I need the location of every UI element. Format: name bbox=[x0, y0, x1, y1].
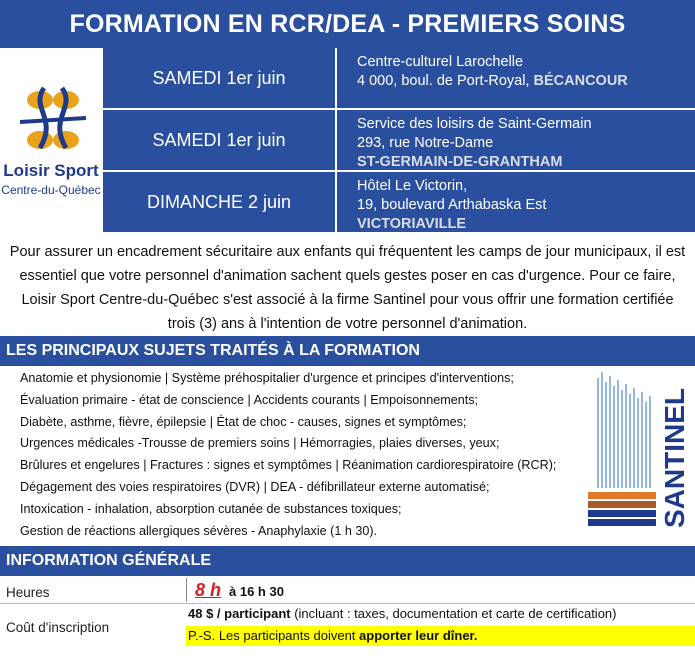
page-title: FORMATION EN RCR/DEA - PREMIERS SOINS bbox=[0, 0, 695, 48]
logo-name: Loisir Sport bbox=[3, 161, 99, 180]
session-day: SAMEDI 1er juin bbox=[103, 48, 335, 108]
session-item bbox=[103, 172, 695, 234]
session-place: Hôtel Le Victorin, bbox=[357, 178, 468, 194]
session-city: BÉCANCOUR bbox=[533, 73, 628, 89]
loisir-sport-logo-icon bbox=[0, 78, 103, 218]
session-address: 19, boulevard Arthabaska Est bbox=[357, 197, 547, 213]
hours-label: Heures bbox=[6, 585, 50, 600]
cost-label: Coût d'inscription bbox=[6, 620, 110, 635]
topics-list bbox=[20, 368, 580, 542]
topic-item: Dégagement des voies respiratoires (DVR) | DEA - défibrillateur externe automatisé; bbox=[20, 479, 490, 494]
loisir-sport-logo bbox=[0, 48, 103, 234]
session-address: 293, rue Notre-Dame bbox=[357, 135, 494, 151]
note-emphasis: apporter leur dîner. bbox=[359, 628, 478, 643]
session-location bbox=[337, 172, 695, 232]
topic-item: Intoxication - inhalation, absorption cutanée de substances toxiques; bbox=[20, 501, 402, 516]
hours-end: à 16 h 30 bbox=[229, 584, 284, 599]
cost-value bbox=[186, 604, 695, 624]
session-item bbox=[103, 48, 695, 110]
hours-value bbox=[186, 578, 695, 602]
santinel-logo bbox=[584, 368, 692, 538]
session-place: Service des loisirs de Saint-Germain bbox=[357, 116, 592, 132]
topic-item: Urgences médicales -Trousse de premiers soins | Hémorragies, plaies diverses, yeux; bbox=[20, 436, 500, 451]
hours-start: 8 h bbox=[195, 580, 222, 600]
session-city: VICTORIAVILLE bbox=[357, 216, 467, 232]
note-prefix: P.-S. Les participants doivent bbox=[188, 628, 360, 643]
session-address-line bbox=[357, 72, 695, 91]
intro-paragraph: Pour assurer un encadrement sécuritaire aux enfants qui fréquentent les camps de jour municipaux, il est essentiel que votre personnel d'animation sachent quels gestes poser en cas d'urgence. Pour ce faire, Loisir Sport Centre-du-Québec s'est associé à la firme Santinel pour vous offrir une formation certifiée trois (3) ans à l'intention de votre personnel d'animation. bbox=[9, 244, 686, 332]
cost-row bbox=[0, 604, 695, 664]
session-day: SAMEDI 1er juin bbox=[103, 110, 335, 170]
hours-row bbox=[0, 578, 695, 604]
santinel-name: SANTINEL bbox=[659, 388, 690, 528]
logo-region: Centre-du-Québec bbox=[1, 183, 101, 197]
topic-item: Évaluation primaire - état de conscience | Accidents courants | Empoisonnements; bbox=[20, 392, 479, 407]
session-location bbox=[337, 48, 695, 108]
topic-item: Anatomie et physionomie | Système préhospitalier d'urgence et principes d'interventions; bbox=[20, 371, 514, 385]
cost-amount: 48 $ / participant bbox=[188, 606, 291, 621]
session-location bbox=[337, 110, 695, 170]
topics-heading: LES PRINCIPAUX SUJETS TRAITÉS À LA FORMATION bbox=[0, 336, 695, 366]
topic-item: Gestion de réactions allergiques sévères - Anaphylaxie (1 h 30). bbox=[20, 523, 378, 538]
session-place: Centre-culturel Larochelle bbox=[357, 54, 524, 70]
session-list bbox=[103, 48, 695, 234]
session-city: ST-GERMAIN-DE-GRANTHAM bbox=[357, 154, 563, 170]
topic-item: Diabète, asthme, fièvre, épilepsie | État de choc - causes, signes et symptômes; bbox=[20, 414, 467, 429]
topic-item: Brûlures et engelures | Fractures : signes et symptômes | Réanimation cardiorespiratoire (RCR); bbox=[20, 458, 557, 473]
session-item bbox=[103, 110, 695, 172]
lunch-note bbox=[186, 626, 695, 646]
session-day: DIMANCHE 2 juin bbox=[103, 172, 335, 232]
cost-details: (incluant : taxes, documentation et carte de certification) bbox=[290, 606, 617, 621]
session-address: 4 000, boul. de Port-Royal, bbox=[357, 73, 530, 89]
info-heading: INFORMATION GÉNÉRALE bbox=[0, 546, 695, 576]
